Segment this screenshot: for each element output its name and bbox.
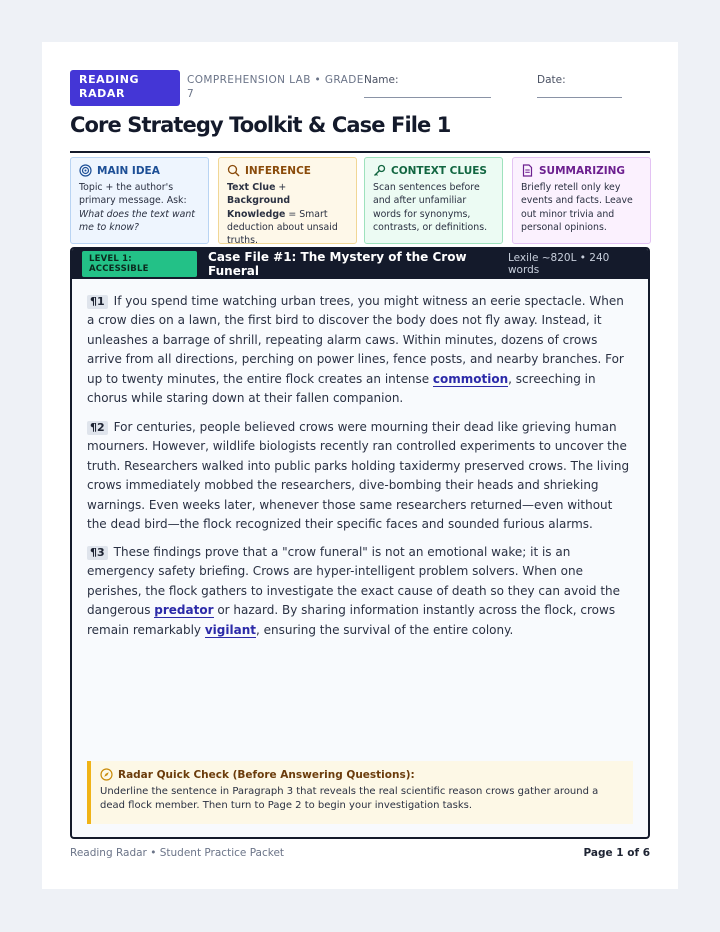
series-line-1: COMPREHENSION LAB • GRADE	[187, 74, 364, 86]
worksheet-page	[42, 42, 678, 889]
magnifier-icon	[227, 164, 240, 177]
case-file-title: Case File #1: The Mystery of the Crow Funeral	[208, 250, 467, 278]
strategy-plus: +	[275, 182, 287, 193]
vocab-word-commotion[interactable]: commotion	[432, 371, 509, 386]
series-label	[187, 73, 367, 101]
brand-line-2: RADAR	[79, 87, 126, 100]
compass-icon	[100, 768, 113, 781]
strategy-term: Background Knowledge	[227, 195, 291, 220]
level-badge: LEVEL 1: ACCESSIBLE	[82, 251, 197, 277]
lexile-info: Lexile ~820L • 240 words	[507, 252, 610, 276]
strategy-text: = Smart deduction about unsaid truths.	[227, 208, 338, 247]
paragraph-3	[87, 543, 634, 640]
strategy-text: Briefly retell only key events and facts. Leave out minor trivia and personal opinions.	[521, 182, 633, 233]
paragraph-number: ¶2	[87, 421, 108, 435]
paragraph-number: ¶1	[87, 295, 108, 309]
quick-check-title: Radar Quick Check (Before Answering Questions):	[118, 768, 415, 781]
document-icon	[521, 164, 534, 177]
paragraph-text: , ensuring the survival of the entire colony.	[255, 622, 514, 637]
strategy-label: SUMMARIZING	[539, 164, 626, 177]
strategy-label: MAIN IDEA	[97, 164, 160, 177]
vocab-word-predator[interactable]: predator	[154, 603, 214, 618]
strategy-card-summarizing	[512, 157, 651, 244]
case-file-header	[72, 249, 648, 279]
paragraph-2	[87, 418, 634, 534]
series-line-2: 7	[187, 88, 195, 100]
paragraph-text: If you spend time watching urban trees, you might witness an eerie spectacle. When a crow dies on a lawn, the first bird to discover the body does not fly away. Instead, it unleashes a barrage of shrill, repeating alarm caws. Within minutes, dozens of crows arrive from all directions, perching on power lines, fence posts, and nearby branches. For up to twenty minutes, the entire flock creates an intense	[87, 294, 624, 386]
vocab-word-vigilant[interactable]: vigilant	[204, 622, 256, 637]
paragraph-text: or hazard. By sharing information instantly across the flock, crows remain remarkably	[87, 603, 616, 637]
date-label: Date:	[537, 74, 566, 86]
key-icon	[373, 164, 386, 177]
name-field[interactable]	[364, 97, 491, 98]
strategy-text: Scan sentences before and after unfamiliar words for synonyms, contrasts, or definitions.	[373, 182, 488, 233]
case-file-panel	[70, 247, 650, 839]
paragraph-text: , screeching in chorus while staring down at their fallen companion.	[87, 371, 596, 406]
page-title: Core Strategy Toolkit & Case File 1	[70, 113, 451, 137]
strategy-text: Topic + the author's primary message. Ask:	[79, 182, 187, 207]
quick-check-box	[87, 761, 633, 824]
strategy-label: INFERENCE	[245, 164, 311, 177]
paragraph-1	[87, 292, 634, 408]
date-field[interactable]	[537, 97, 622, 98]
title-divider	[70, 151, 650, 153]
strategy-card-main-idea	[70, 157, 209, 244]
quick-check-text: Underline the sentence in Paragraph 3 that reveals the real scientific reason crows gather around a dead flock member. Then turn to Page 2 to begin your investigation tasks.	[100, 786, 599, 811]
brand-line-1: READING	[79, 73, 140, 86]
page-number: Page 1 of 6	[583, 847, 650, 859]
brand-badge	[70, 70, 180, 106]
strategy-label: CONTEXT CLUES	[391, 164, 487, 177]
paragraph-text: These findings prove that a "crow funeral" is not an emotional wake; it is an emergency safety briefing. Crows are hyper-intelligent problem solvers. When one perishes, the flock gathers to investigate the exact cause of death so they can avoid the dangerous	[87, 545, 621, 618]
footer-packet-label: Reading Radar • Student Practice Packet	[70, 847, 285, 859]
strategy-term: Text Clue	[227, 182, 276, 193]
paragraph-text: For centuries, people believed crows were mourning their dead like grieving human mourners. However, wildlife biologists recently ran controlled experiments to uncover the truth. Researchers walked into public parks holding taxidermy preserved crows. The living crows immediately mobbed the researchers, dive-bombing their heads and shrieking warnings. Even weeks later, whenever those same researchers returned—even without the dead bird—the flock recognized their specific faces and sounded furious alarms.	[87, 420, 630, 532]
strategy-card-context-clues	[364, 157, 503, 244]
paragraph-number: ¶3	[87, 546, 108, 560]
strategy-card-inference	[218, 157, 357, 247]
name-label: Name:	[364, 74, 399, 86]
strategy-question: What does the text want me to know?	[79, 208, 195, 233]
target-icon	[79, 164, 92, 177]
